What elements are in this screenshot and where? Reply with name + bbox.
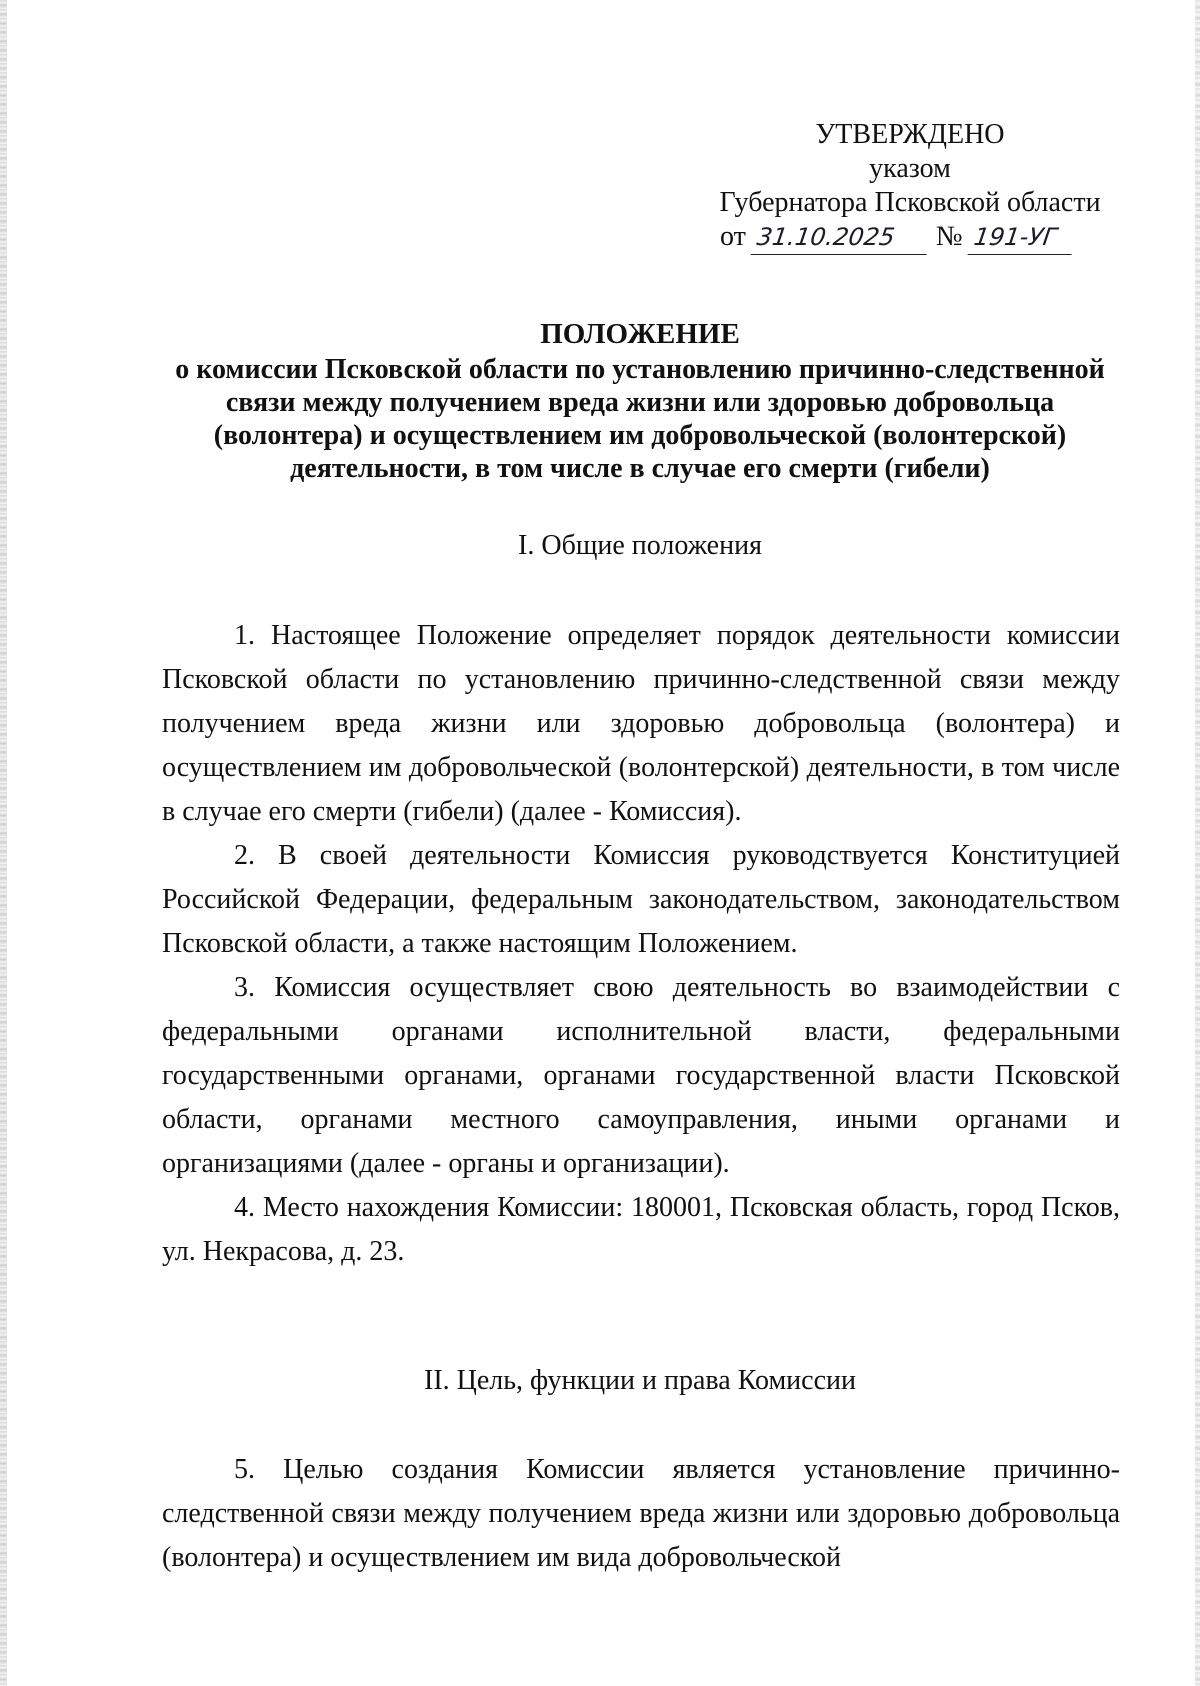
- subtitle-line: (волонтера) и осуществлением им добровольческой (волонтерской): [213, 420, 1067, 451]
- paragraph: 5. Целью создания Комиссии является установление причинно-следственной связи между получением вреда жизни или здоровью добровольца (волонтера) и осуществлением им вида добровольческой: [162, 1454, 1120, 1573]
- decree-label: указом: [869, 153, 951, 184]
- scan-edge-right: [1195, 0, 1200, 1686]
- scan-edge-left: [0, 0, 7, 1686]
- paragraph: 3. Комиссия осуществляет свою деятельность во взаимодействии с федеральными органами исполнительной власти, федеральными государственными органами, органами государственной власти Псковской области, органами местного самоуправления, иными органами и организациями (далее - органы и организации).: [162, 972, 1120, 1179]
- section-title-general: I. Общие положения: [518, 530, 762, 561]
- section-title-goals: II. Цель, функции и права Комиссии: [424, 1365, 856, 1396]
- subtitle-line: связи между получением вреда жизни или здоровью добровольца: [225, 387, 1055, 418]
- approval-block: [690, 118, 1130, 255]
- number-prefix: №: [935, 221, 963, 252]
- handwritten-date: 31.10.2025: [750, 220, 931, 255]
- approved-label: УТВЕРЖДЕНО: [815, 119, 1005, 150]
- section-body-general: [162, 614, 1120, 1274]
- authority-label: Губернатора Псковской области: [719, 187, 1101, 218]
- document-heading: [150, 318, 1130, 485]
- date-number-line: [690, 220, 1130, 255]
- handwritten-number: 191-УГ: [967, 220, 1076, 255]
- section-body-goals: [162, 1448, 1120, 1580]
- subtitle-line: о комиссии Псковской области по установлению причинно-следственной: [175, 354, 1105, 385]
- document-title: ПОЛОЖЕНИЕ: [540, 318, 740, 350]
- date-prefix: от: [720, 221, 746, 252]
- paragraph: 4. Место нахождения Комиссии: 180001, Псковская область, город Псков, ул. Некрасова, д. 23.: [162, 1192, 1120, 1267]
- subtitle-line: деятельности, в том числе в случае его смерти (гибели): [290, 453, 990, 484]
- paragraph: 2. В своей деятельности Комиссия руководствуется Конституцией Российской Федерации, федеральным законодательством, законодательством Псковской области, а также настоящим Положением.: [162, 840, 1120, 959]
- paragraph: 1. Настоящее Положение определяет порядок деятельности комиссии Псковской области по установлению причинно-следственной связи между получением вреда жизни или здоровью добровольца (волонтера) и осуществлением им добровольческой (волонтерской) деятельности, в том числе в случае его смерти (гибели) (далее - Комиссия).: [162, 620, 1120, 827]
